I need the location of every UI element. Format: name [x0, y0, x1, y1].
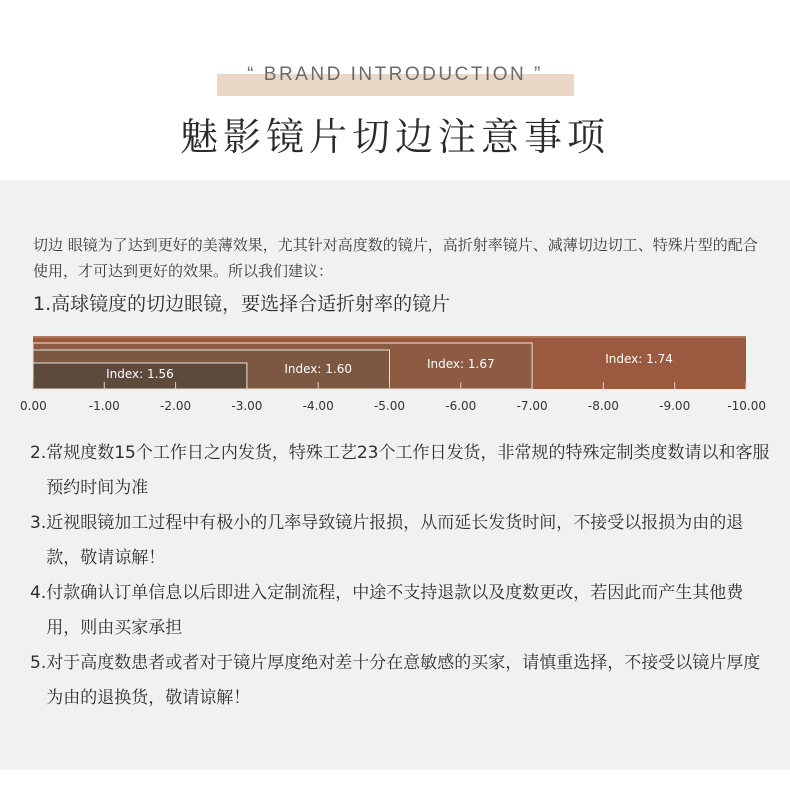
- axis-tick-label: -1.00: [88, 399, 120, 413]
- axis-tick-label: -3.00: [231, 399, 263, 413]
- point-number: 3.: [30, 513, 47, 533]
- axis-tick-label: -9.00: [659, 399, 691, 413]
- index-thickness-chart: [0, 330, 790, 420]
- axis-tick-label: -4.00: [302, 399, 334, 413]
- axis-tick-label: -5.00: [373, 399, 406, 413]
- axis-tick-label: -6.00: [445, 399, 477, 413]
- axis-tick-label: -10.00: [727, 399, 766, 413]
- list-item: [30, 436, 770, 506]
- bar-label: Index: 1.67: [426, 357, 495, 371]
- bar-label: Index: 1.56: [106, 367, 174, 381]
- brand-text: “ BRAND INTRODUCTION ”: [247, 64, 543, 85]
- list-item: [30, 576, 770, 646]
- section-1-heading: 1.高球镜度的切边眼镜，要选择合适折射率的镜片: [33, 293, 451, 315]
- intro-paragraph: 切边 眼镜为了达到更好的美薄效果，尤其针对高度数的镜片，高折射率镜片、减薄切边切工、特殊片型的配合使用，才可达到更好的效果。所以我们建议：: [33, 236, 758, 280]
- axis-tick-label: -8.00: [587, 399, 619, 413]
- notice-list: [30, 436, 770, 716]
- point-text: 对于高度数患者或者对于镜片厚度绝对差十分在意敏感的买家，请慎重选择，不接受以镜片厚度为由的退换货，敬请谅解！: [46, 653, 761, 708]
- point-number: 4.: [30, 583, 47, 603]
- bar-top-highlight: [33, 336, 746, 338]
- axis-tick-label: -2.00: [160, 399, 192, 413]
- axis-tick-label: 0.00: [20, 399, 47, 413]
- point-text: 近视眼镜加工过程中有极小的几率导致镜片报损，从而延长发货时间，不接受以报损为由的退款，敬请谅解！: [46, 513, 744, 568]
- point-number: 5.: [30, 653, 47, 673]
- point-text: 付款确认订单信息以后即进入定制流程，中途不支持退款以及度数更改，若因此而产生其他费用，则由买家承担: [46, 583, 744, 638]
- point-number: 2.: [30, 443, 47, 463]
- page-title: 魅影镜片切边注意事项: [179, 115, 610, 159]
- point-text: 常规度数15个工作日之内发货，特殊工艺23个工作日发货，非常规的特殊定制类度数请以和客服预约时间为准: [46, 443, 770, 498]
- list-item: [30, 646, 770, 716]
- bar-label: Index: 1.74: [605, 352, 673, 366]
- brand-introduction: [0, 64, 790, 86]
- bar-label: Index: 1.60: [284, 362, 353, 376]
- list-item: [30, 506, 770, 576]
- axis-tick-label: -7.00: [516, 399, 548, 413]
